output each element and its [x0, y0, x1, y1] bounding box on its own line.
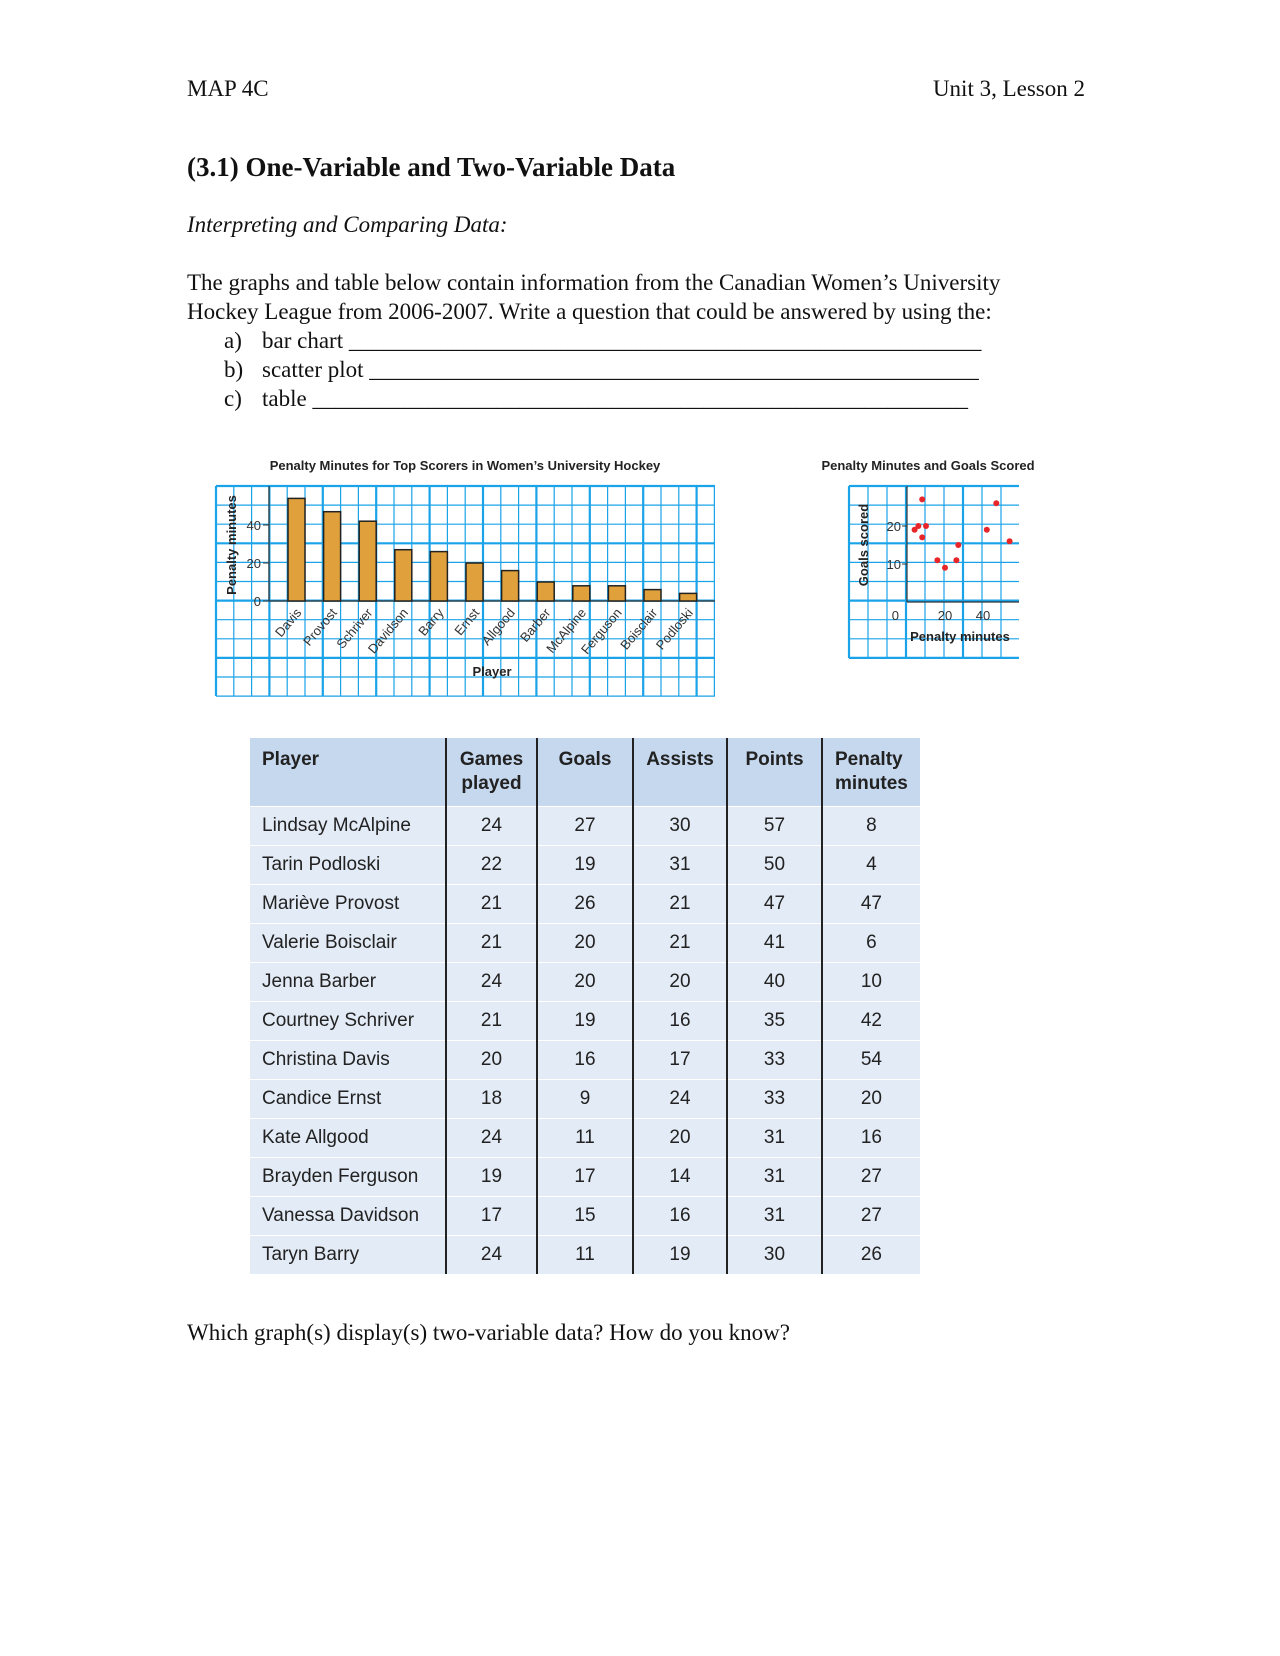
- stat-cell: 20: [537, 924, 633, 963]
- question-text: Which graph(s) display(s) two-variable data? How do you know?: [187, 1320, 790, 1345]
- stat-cell: 20: [537, 963, 633, 1002]
- scatter-point: [1007, 538, 1013, 544]
- table-row: [250, 963, 920, 1002]
- y-tick-label: 20: [246, 556, 261, 571]
- player-name-cell: Christina Davis: [250, 1041, 446, 1080]
- x-tick-label: Davidson: [364, 605, 412, 657]
- unit-lesson: Unit 3, Lesson 2: [932, 76, 1085, 101]
- stat-cell: 30: [633, 807, 727, 846]
- stat-cell: 47: [727, 885, 822, 924]
- stat-cell: 33: [727, 1080, 822, 1119]
- scatter-point: [955, 542, 961, 548]
- y-tick-label: 40: [246, 518, 261, 533]
- table-row: [250, 1080, 920, 1119]
- x-tick-label: Ferguson: [577, 605, 625, 658]
- stat-cell: 50: [727, 846, 822, 885]
- x-tick-label: Barry: [415, 605, 447, 639]
- player-name-cell: Tarin Podloski: [250, 846, 446, 885]
- x-tick-label: 40: [975, 608, 991, 623]
- table-row: [250, 807, 920, 846]
- stat-cell: 27: [537, 807, 633, 846]
- bar-barry: [430, 552, 447, 601]
- player-name-cell: Courtney Schriver: [250, 1002, 446, 1041]
- stat-cell: 19: [537, 1002, 633, 1041]
- bar-ferguson: [608, 586, 625, 601]
- column-header: Player: [250, 738, 446, 807]
- scatter-point: [934, 557, 940, 563]
- x-tick-label: Davis: [271, 605, 305, 640]
- bar-boisclair: [644, 590, 661, 601]
- column-header: Games played: [446, 738, 537, 807]
- scatter-x-label: Penalty minutes: [910, 629, 1010, 644]
- x-tick-label: Podloski: [652, 605, 696, 653]
- stat-cell: 24: [446, 963, 537, 1002]
- bar-schriver: [359, 521, 376, 601]
- scatter-point: [942, 565, 948, 571]
- table-row: [250, 1041, 920, 1080]
- player-name-cell: Candice Ernst: [250, 1080, 446, 1119]
- table-row: [250, 1158, 920, 1197]
- stat-cell: 9: [537, 1080, 633, 1119]
- column-header: Goals: [537, 738, 633, 807]
- stat-cell: 26: [537, 885, 633, 924]
- item-text: scatter plot _____________________________________________________: [262, 357, 979, 382]
- stat-cell: 27: [822, 1197, 920, 1236]
- table-row: [250, 1197, 920, 1236]
- bar-barber: [537, 582, 554, 601]
- player-name-cell: Mariève Provost: [250, 885, 446, 924]
- scatter-point: [919, 496, 925, 502]
- item-label: c): [224, 386, 242, 411]
- stat-cell: 21: [446, 885, 537, 924]
- stat-cell: 22: [446, 846, 537, 885]
- stat-cell: 17: [633, 1041, 727, 1080]
- chart-title: Penalty Minutes for Top Scorers in Women’s University Hockey: [269, 458, 661, 473]
- player-name-cell: Kate Allgood: [250, 1119, 446, 1158]
- column-header: Penalty minutes: [822, 738, 920, 807]
- stat-cell: 21: [446, 924, 537, 963]
- scatter-y-label: Goals scored: [856, 503, 871, 587]
- bar-mcalpine: [573, 586, 590, 601]
- table-row: [250, 885, 920, 924]
- player-name-cell: Lindsay McAlpine: [250, 807, 446, 846]
- stat-cell: 21: [633, 924, 727, 963]
- stat-cell: 16: [633, 1197, 727, 1236]
- stat-cell: 24: [446, 1119, 537, 1158]
- x-tick-label: McAlpine: [543, 605, 590, 656]
- page-title: (3.1) One-Variable and Two-Variable Data: [187, 152, 676, 182]
- stat-cell: 20: [822, 1080, 920, 1119]
- player-name-cell: Taryn Barry: [250, 1236, 446, 1275]
- scatter-point: [984, 527, 990, 533]
- x-tick-label: Allgood: [478, 605, 518, 649]
- x-tick-label: Ernst: [451, 605, 483, 639]
- stat-cell: 15: [537, 1197, 633, 1236]
- stat-cell: 11: [537, 1236, 633, 1275]
- stat-cell: 16: [822, 1119, 920, 1158]
- stat-cell: 19: [537, 846, 633, 885]
- stat-cell: 33: [727, 1041, 822, 1080]
- stat-cell: 31: [727, 1158, 822, 1197]
- stat-cell: 24: [446, 1236, 537, 1275]
- bar-podloski: [680, 593, 697, 601]
- stat-cell: 20: [446, 1041, 537, 1080]
- bar-davidson: [395, 550, 412, 601]
- column-header: Points: [727, 738, 822, 807]
- stat-cell: 4: [822, 846, 920, 885]
- stat-cell: 18: [446, 1080, 537, 1119]
- stat-cell: 20: [633, 963, 727, 1002]
- stat-cell: 11: [537, 1119, 633, 1158]
- player-stats-table: [250, 738, 920, 1274]
- table-row: [250, 1119, 920, 1158]
- table-row: [250, 1236, 920, 1275]
- stat-cell: 17: [446, 1197, 537, 1236]
- item-label: b): [224, 357, 244, 382]
- scatter-point: [919, 534, 925, 540]
- stat-cell: 57: [727, 807, 822, 846]
- x-tick-label: Schriver: [333, 605, 376, 652]
- stat-cell: 16: [537, 1041, 633, 1080]
- stat-cell: 26: [822, 1236, 920, 1275]
- stat-cell: 19: [446, 1158, 537, 1197]
- x-axis-label: Player: [472, 664, 512, 679]
- bar-davis: [288, 498, 305, 601]
- scatter-point: [993, 500, 999, 506]
- bar-provost: [324, 512, 341, 601]
- stat-cell: 27: [822, 1158, 920, 1197]
- stat-cell: 41: [727, 924, 822, 963]
- course-code: MAP 4C: [187, 76, 269, 101]
- bar-chart: [0, 0, 1280, 720]
- item-label: a): [224, 328, 242, 353]
- player-name-cell: Vanessa Davidson: [250, 1197, 446, 1236]
- stat-cell: 30: [727, 1236, 822, 1275]
- scatter-title: Penalty Minutes and Goals Scored: [821, 458, 1035, 473]
- stat-cell: 31: [727, 1197, 822, 1236]
- stat-cell: 54: [822, 1041, 920, 1080]
- stat-cell: 31: [633, 846, 727, 885]
- x-tick-label: 20: [937, 608, 953, 623]
- stat-cell: 24: [633, 1080, 727, 1119]
- player-name-cell: Brayden Ferguson: [250, 1158, 446, 1197]
- stat-cell: 21: [446, 1002, 537, 1041]
- x-tick-label: Provost: [300, 605, 340, 649]
- stat-cell: 47: [822, 885, 920, 924]
- stat-cell: 19: [633, 1236, 727, 1275]
- y-tick-label: 0: [253, 594, 261, 609]
- stat-cell: 10: [822, 963, 920, 1002]
- scatter-point: [923, 523, 929, 529]
- stat-cell: 16: [633, 1002, 727, 1041]
- y-tick-label: 20: [886, 519, 901, 534]
- stat-cell: 42: [822, 1002, 920, 1041]
- y-tick-label: 10: [886, 557, 901, 572]
- stat-cell: 35: [727, 1002, 822, 1041]
- item-text: bar chart _______________________________________________________: [262, 328, 982, 353]
- scatter-point: [953, 557, 959, 563]
- stat-cell: 17: [537, 1158, 633, 1197]
- player-name-cell: Jenna Barber: [250, 963, 446, 1002]
- x-tick-label: Barber: [516, 605, 554, 645]
- intro-line-2: Hockey League from 2006-2007. Write a question that could be answered by using the:: [187, 299, 992, 324]
- stat-cell: 8: [822, 807, 920, 846]
- stat-cell: 20: [633, 1119, 727, 1158]
- column-header: Assists: [633, 738, 727, 807]
- bar-ernst: [466, 563, 483, 601]
- scatter-point: [915, 523, 921, 529]
- intro-line-1: The graphs and table below contain information from the Canadian Women’s University: [187, 270, 1001, 295]
- stat-cell: 31: [727, 1119, 822, 1158]
- bar-allgood: [502, 571, 519, 601]
- table-row: [250, 1002, 920, 1041]
- player-name-cell: Valerie Boisclair: [250, 924, 446, 963]
- section-subtitle: Interpreting and Comparing Data:: [187, 212, 508, 237]
- stat-cell: 6: [822, 924, 920, 963]
- table-row: [250, 924, 920, 963]
- item-text: table _________________________________________________________: [262, 386, 968, 411]
- stat-cell: 14: [633, 1158, 727, 1197]
- stat-cell: 21: [633, 885, 727, 924]
- y-axis-label: Penalty minutes: [224, 495, 239, 595]
- stat-cell: 40: [727, 963, 822, 1002]
- table-row: [250, 846, 920, 885]
- origin-label: 0: [891, 608, 899, 623]
- x-tick-label: Boisclair: [617, 605, 661, 653]
- stat-cell: 24: [446, 807, 537, 846]
